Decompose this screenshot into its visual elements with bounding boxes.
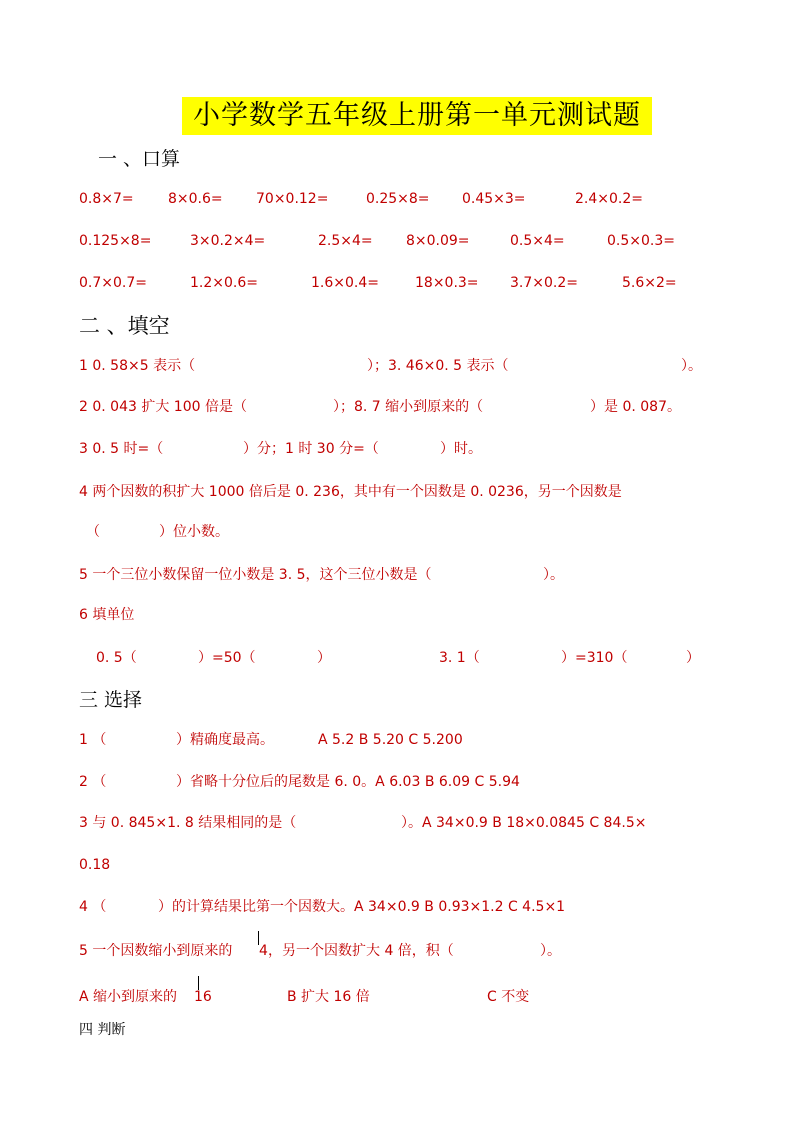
choice-q3-options: ）。A 34×0.9 B 18×0.0845 C 84.5×	[401, 815, 647, 831]
fill-q1-part-a: 1 0. 58×5 表示（	[79, 358, 196, 374]
fill-q6-part-f: ）	[686, 650, 700, 666]
fill-q6-part-d: 3. 1（	[439, 650, 480, 666]
fill-q3-part-c: ）时。	[440, 441, 482, 457]
fill-q6-part-a: 0. 5（	[96, 650, 137, 666]
fill-q6-part-b: ）=50（	[198, 650, 256, 666]
calc-item: 18×0.3=	[415, 275, 479, 291]
calc-item: 1.2×0.6=	[190, 275, 258, 291]
choice-q4-text: ）的计算结果比第一个因数大。A 34×0.9 B 0.93×1.2 C 4.5×1	[158, 899, 566, 915]
choice-q5-part-a: 5 一个因数缩小到原来的	[79, 943, 233, 959]
choice-q2-paren: 2 （	[79, 774, 107, 790]
calc-item: 2.4×0.2=	[575, 191, 643, 207]
section-3-heading: 三 选择	[79, 689, 143, 711]
choice-q5-option-c: C 不变	[487, 989, 530, 1005]
fill-q6-part-e: ）=310（	[561, 650, 628, 666]
fill-q1-part-c: ）。	[681, 358, 702, 374]
section-4-heading: 四 判断	[79, 1022, 126, 1038]
choice-q5-option-a-fraction: 16	[194, 989, 212, 1005]
choice-q5-part-c: ）。	[540, 943, 561, 959]
fill-q3-part-a: 3 0. 5 时=（	[79, 441, 164, 457]
calc-item: 1.6×0.4=	[311, 275, 379, 291]
fill-q4-line-1: 4 两个因数的积扩大 1000 倍后是 0. 236，其中有一个因数是 0. 0236，另一个因数是	[79, 484, 622, 500]
fill-q6-part-c: ）	[317, 650, 331, 666]
fill-q6-label: 6 填单位	[79, 607, 135, 623]
fill-q4-line-2: ）位小数。	[159, 524, 229, 540]
calc-item: 3.7×0.2=	[510, 275, 578, 291]
section-2-heading: 二 、填空	[79, 314, 170, 338]
calc-item: 3×0.2×4=	[190, 233, 266, 249]
calc-item: 0.125×8=	[79, 233, 152, 249]
calc-item: 70×0.12=	[256, 191, 329, 207]
calc-item: 8×0.6=	[168, 191, 223, 207]
fill-q1-part-b: ）；3. 46×0. 5 表示（	[367, 358, 509, 374]
calc-item: 5.6×2=	[622, 275, 677, 291]
page-title: 小学数学五年级上册第一单元测试题	[182, 97, 652, 135]
choice-q2-text: ）省略十分位后的尾数是 6. 0。A 6.03 B 6.09 C 5.94	[176, 774, 520, 790]
choice-q5-fraction: 4	[259, 943, 268, 959]
fill-q2-part-b: ）；8. 7 缩小到原来的（	[333, 399, 484, 415]
calc-item: 0.45×3=	[462, 191, 526, 207]
choice-q1-paren: 1 （	[79, 732, 107, 748]
fill-q4-paren: （	[86, 524, 100, 540]
fill-q2-part-a: 2 0. 043 扩大 100 倍是（	[79, 399, 247, 415]
choice-q5-part-b: ，另一个因数扩大 4 倍，积（	[268, 943, 454, 959]
fill-q2-part-c: ）是 0. 087。	[590, 399, 681, 415]
choice-q4-paren: 4 （	[79, 899, 107, 915]
calc-item: 0.7×0.7=	[79, 275, 147, 291]
choice-q1-text: ）精确度最高。	[176, 732, 274, 748]
choice-q5-option-b: B 扩大 16 倍	[287, 989, 370, 1005]
section-1-heading: 一 、口算	[98, 148, 181, 170]
calc-item: 0.5×0.3=	[607, 233, 675, 249]
choice-q3-wrap: 0.18	[79, 857, 111, 873]
fill-q5-part-b: ）。	[543, 567, 564, 583]
choice-q5-option-a: A 缩小到原来的	[79, 989, 178, 1005]
calc-item: 0.8×7=	[79, 191, 134, 207]
choice-q3-text: 3 与 0. 845×1. 8 结果相同的是（	[79, 815, 297, 831]
choice-q1-options: A 5.2 B 5.20 C 5.200	[318, 732, 463, 748]
calc-item: 0.25×8=	[366, 191, 430, 207]
fill-q5-part-a: 5 一个三位小数保留一位小数是 3. 5，这个三位小数是（	[79, 567, 432, 583]
calc-item: 2.5×4=	[318, 233, 373, 249]
fill-q3-part-b: ）分；1 时 30 分=（	[243, 441, 379, 457]
calc-item: 0.5×4=	[510, 233, 565, 249]
calc-item: 8×0.09=	[406, 233, 470, 249]
